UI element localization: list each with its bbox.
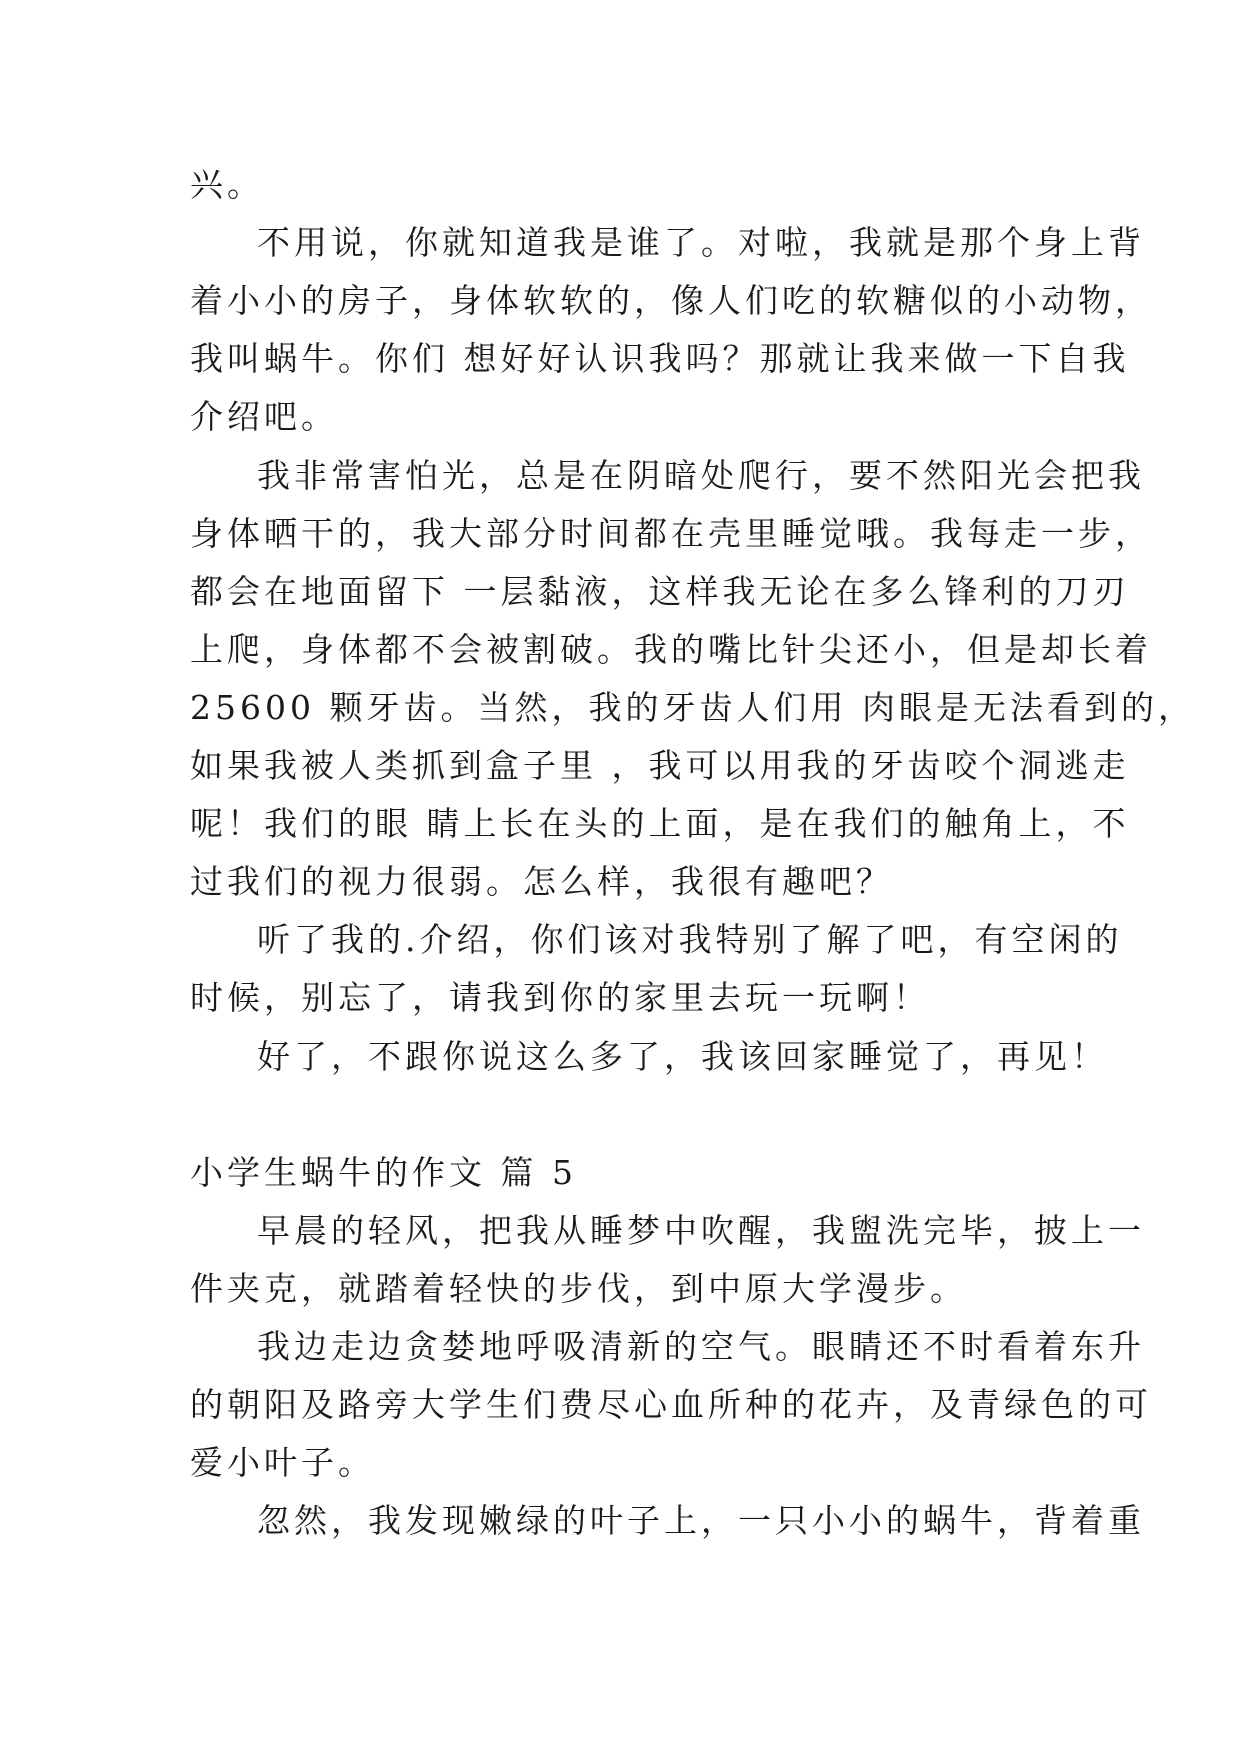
- text-line: 我边走边贪婪地呼吸清新的空气。眼睛还不时看着东升: [257, 1327, 1145, 1366]
- text-line: 过我们的视力很弱。怎么样，我很有趣吧？: [190, 862, 893, 901]
- text-line: 身体晒干的，我大部分时间都在壳里睡觉哦。我每走一步，: [190, 514, 1152, 553]
- text-line: 不用说，你就知道我是谁了。对啦，我就是那个身上背: [257, 223, 1145, 262]
- text-line: 忽然，我发现嫩绿的叶子上，一只小小的蜗牛，背着重: [257, 1501, 1145, 1540]
- text-line: 好了，不跟你说这么多了，我该回家睡觉了，再见！: [257, 1037, 1108, 1076]
- text-line: 着小小的房子，身体软软的，像人们吃的软糖似的小动物，: [190, 281, 1152, 320]
- text-line: 爱小叶子。: [190, 1443, 375, 1482]
- text-line: 都会在地面留下 一层黏液，这样我无论在多么锋利的刀刃: [190, 572, 1130, 611]
- text-line: 呢！我们的眼 睛上长在头的上面，是在我们的触角上，不: [190, 804, 1130, 843]
- text-line: 介绍吧。: [190, 397, 338, 436]
- text-line: 如果我被人类抓到盒子里 ，我可以用我的牙齿咬个洞逃走: [190, 746, 1130, 785]
- text-line: 我叫蜗牛。你们 想好好认识我吗？那就让我来做一下自我: [190, 339, 1130, 378]
- text-line: 上爬，身体都不会被割破。我的嘴比针尖还小，但是却长着: [190, 630, 1152, 669]
- text-line: 兴。: [190, 165, 264, 204]
- text-line: 早晨的轻风，把我从睡梦中吹醒，我盥洗完毕，披上一: [257, 1211, 1145, 1250]
- text-line: 25600 颗牙齿。当然，我的牙齿人们用 肉眼是无法看到的，: [190, 688, 1195, 727]
- text-line: 的朝阳及路旁大学生们费尽心血所种的花卉，及青绿色的可: [190, 1385, 1152, 1424]
- text-line: 件夹克，就踏着轻快的步伐，到中原大学漫步。: [190, 1269, 967, 1308]
- text-line: 我非常害怕光，总是在阴暗处爬行，要不然阳光会把我: [257, 456, 1145, 495]
- text-line: 听了我的.介绍，你们该对我特别了解了吧，有空闲的: [257, 920, 1123, 959]
- text-line: 时候，别忘了，请我到你的家里去玩一玩啊！: [190, 978, 930, 1017]
- section-heading: 小学生蜗牛的作文 篇 5: [190, 1153, 577, 1192]
